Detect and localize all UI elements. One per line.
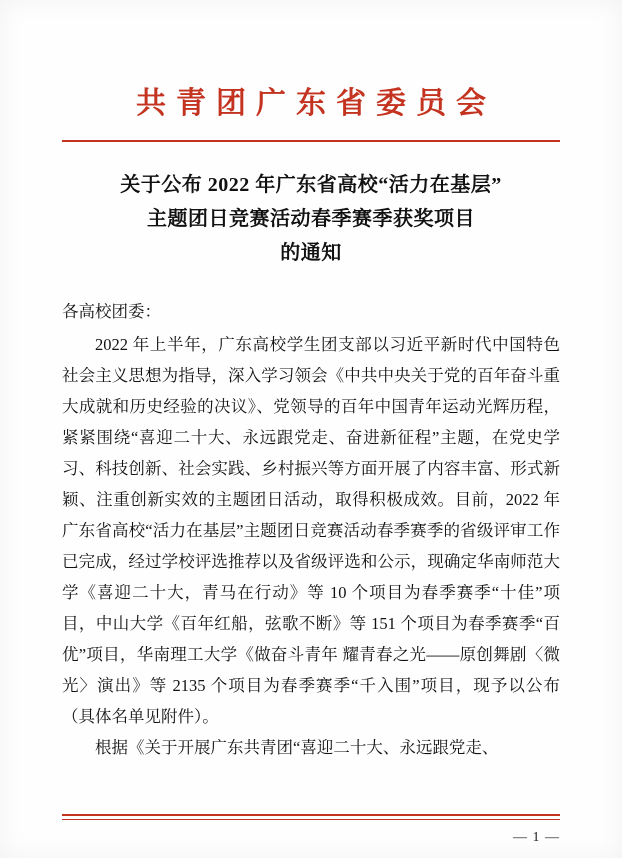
salutation: 各高校团委： — [62, 302, 161, 321]
footer-divider — [62, 814, 560, 820]
footer-rule-thin — [62, 819, 560, 820]
footer-rule-thick — [62, 814, 560, 816]
title-line-3: 的通知 — [280, 242, 342, 264]
document-content — [62, 0, 560, 858]
body-paragraph-2: 根据《关于开展广东共青团“喜迎二十大、永远跟党走、 — [95, 738, 499, 757]
document-title — [62, 168, 560, 270]
title-line-1: 关于公布 2022 年广东省高校“活力在基层” — [120, 174, 502, 196]
body-paragraph-1: 2022 年上半年，广东高校学生团支部以习近平新时代中国特色社会主义思想为指导，深入学习领会《中共中央关于党的百年奋斗重大成就和历史经验的决议》、党领导的百年中国青年运动光辉历程，紧紧围绕“喜迎二十大、永远跟党走、奋进新征程”主题，在党史学习、科技创新、社会实践、乡村振兴等方面开展了内容丰富、形式新颖、注重创新实效的主题团日活动，取得积极成效。目前，2022 年广东省高校“活力在基层”主题团日竞赛活动春季赛季的省级评审工作已完成，经过学校评选推荐以及省级评选和公示，现确定华南师范大学《喜迎二十大，青马在行动》等 10 个项目为春季赛季“十佳”项目，中山大学《百年红船，弦歌不断》等 151 个项目为春季赛季“百优”项目，华南理工大学《做奋斗青年 耀青春之光——原创舞剧〈微光〉演出》等 2135 个项目为春季赛季“千入围”项目，现予以公布（具体名单见附件）。 — [62, 335, 560, 726]
document-masthead: 共青团广东省委员会 — [136, 87, 496, 120]
page-number: — 1 — — [513, 830, 560, 845]
title-line-2: 主题团日竞赛活动春季赛季获奖项目 — [147, 208, 475, 230]
document-body — [62, 296, 560, 763]
masthead-divider — [62, 140, 560, 142]
